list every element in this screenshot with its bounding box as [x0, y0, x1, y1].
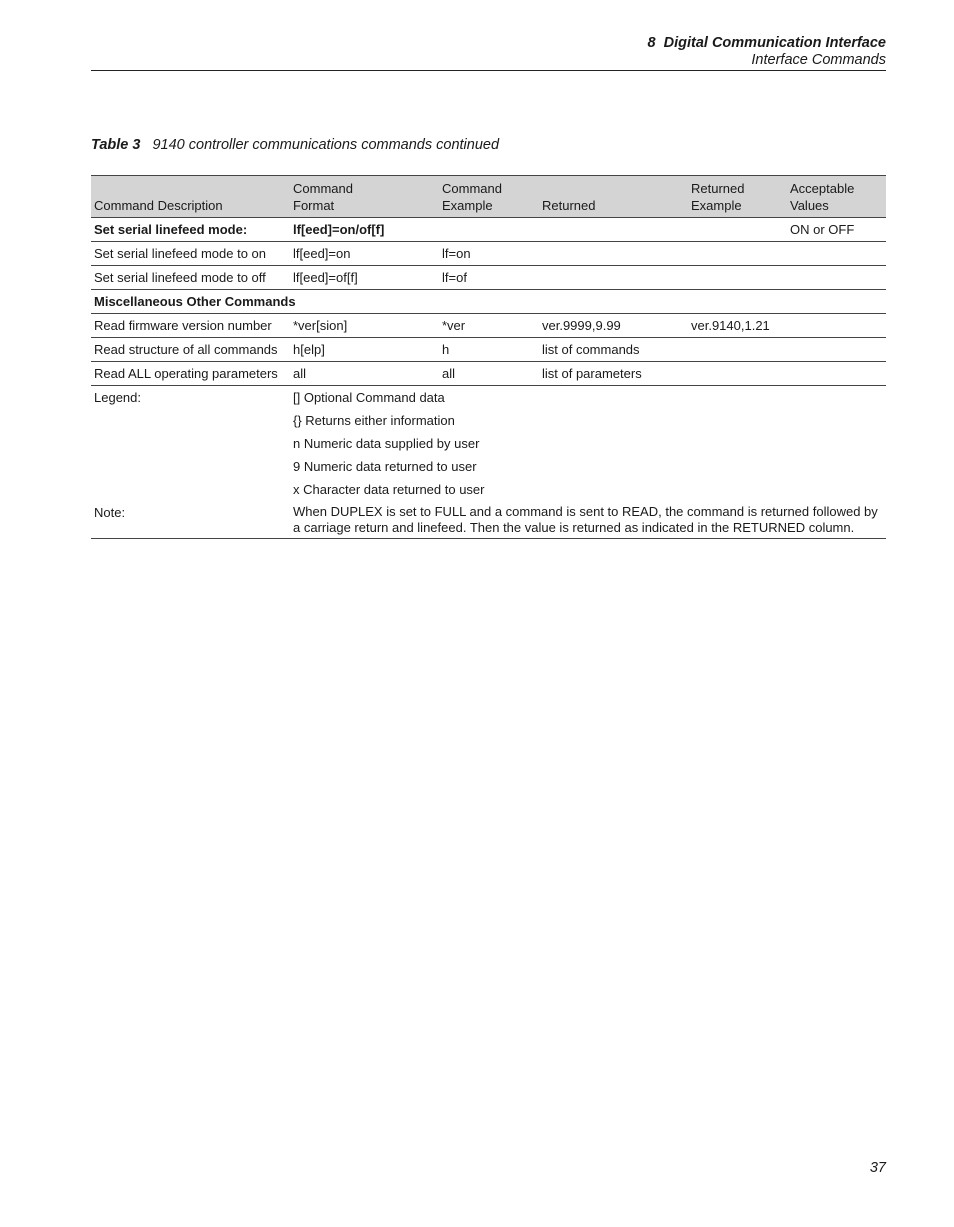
legend-row: [91, 432, 886, 455]
cell-values: [787, 266, 886, 290]
cell-values: [787, 362, 886, 386]
table-row: [91, 362, 886, 386]
cell-description: Set serial linefeed mode to off: [91, 266, 290, 290]
cell-returned: [539, 218, 688, 242]
table-header-row: [91, 176, 886, 218]
page-number: 37: [869, 1160, 886, 1176]
cell-returned: [539, 242, 688, 266]
cell-format: lf[eed]=of[f]: [290, 266, 439, 290]
header-rule: [91, 70, 886, 71]
cell-values: [787, 338, 886, 362]
note-row: [91, 501, 886, 539]
cell-description: Set serial linefeed mode:: [91, 218, 290, 242]
column-header: Command Example: [439, 176, 539, 218]
legend-item: n Numeric data supplied by user: [293, 436, 480, 451]
legend-row: [91, 409, 886, 432]
table-row: [91, 314, 886, 338]
cell-returned: [539, 266, 688, 290]
legend-item: {} Returns either information: [293, 413, 455, 428]
cell-returned-example: [688, 338, 787, 362]
column-header: Returned: [539, 176, 688, 218]
note-label: Note:: [91, 501, 290, 539]
cell-values: ON or OFF: [787, 218, 886, 242]
cell-example: [439, 218, 539, 242]
cell-format: all: [290, 362, 439, 386]
cell-returned-example: [688, 362, 787, 386]
cell-returned-example: [688, 266, 787, 290]
legend-label: Legend:: [94, 390, 141, 405]
column-header: Returned Example: [688, 176, 787, 218]
cell-example: lf=on: [439, 242, 539, 266]
cell-example: all: [439, 362, 539, 386]
table-row: [91, 218, 886, 242]
cell-description: Set serial linefeed mode to on: [91, 242, 290, 266]
table-row: [91, 338, 886, 362]
cell-example: *ver: [439, 314, 539, 338]
table-row: [91, 266, 886, 290]
legend-row: [91, 455, 886, 478]
cell-returned: ver.9999,9.99: [539, 314, 688, 338]
cell-returned: list of parameters: [539, 362, 688, 386]
cell-format: lf[eed]=on/of[f]: [290, 218, 439, 242]
column-header: Command Description: [91, 176, 290, 218]
legend-row: [91, 478, 886, 501]
cell-example: h: [439, 338, 539, 362]
column-header: Acceptable Values: [787, 176, 886, 218]
running-head: [648, 35, 887, 69]
legend-row: [91, 386, 886, 410]
cell-description: Read structure of all commands: [91, 338, 290, 362]
cell-returned: list of commands: [539, 338, 688, 362]
cell-returned-example: [688, 242, 787, 266]
cell-format: lf[eed]=on: [290, 242, 439, 266]
legend-item: [] Optional Command data: [293, 390, 445, 405]
table-row: [91, 242, 886, 266]
chapter-title: 8 Digital Communication Interface: [647, 35, 886, 51]
commands-table: [91, 175, 886, 539]
cell-description: Read firmware version number: [91, 314, 290, 338]
table-section-row: [91, 290, 886, 314]
cell-format: *ver[sion]: [290, 314, 439, 338]
cell-values: [787, 314, 886, 338]
table-caption-text: 9140 controller communications commands continued: [152, 137, 500, 153]
cell-returned-example: [688, 218, 787, 242]
section-heading: Miscellaneous Other Commands: [91, 290, 886, 314]
cell-returned-example: ver.9140,1.21: [688, 314, 787, 338]
cell-format: h[elp]: [290, 338, 439, 362]
legend-item: 9 Numeric data returned to user: [293, 459, 477, 474]
legend-item: x Character data returned to user: [293, 482, 485, 497]
table-caption-label: Table 3: [91, 137, 141, 153]
cell-description: Read ALL operating parameters: [91, 362, 290, 386]
column-header: Command Format: [290, 176, 439, 218]
table-caption: [91, 137, 499, 153]
note-text: When DUPLEX is set to FULL and a command is sent to READ, the command is returned followed by a carriage return and linefeed. Then the value is returned as indicated in the RETURNED column.: [290, 501, 886, 539]
cell-values: [787, 242, 886, 266]
section-title: Interface Commands: [751, 52, 886, 68]
cell-example: lf=of: [439, 266, 539, 290]
